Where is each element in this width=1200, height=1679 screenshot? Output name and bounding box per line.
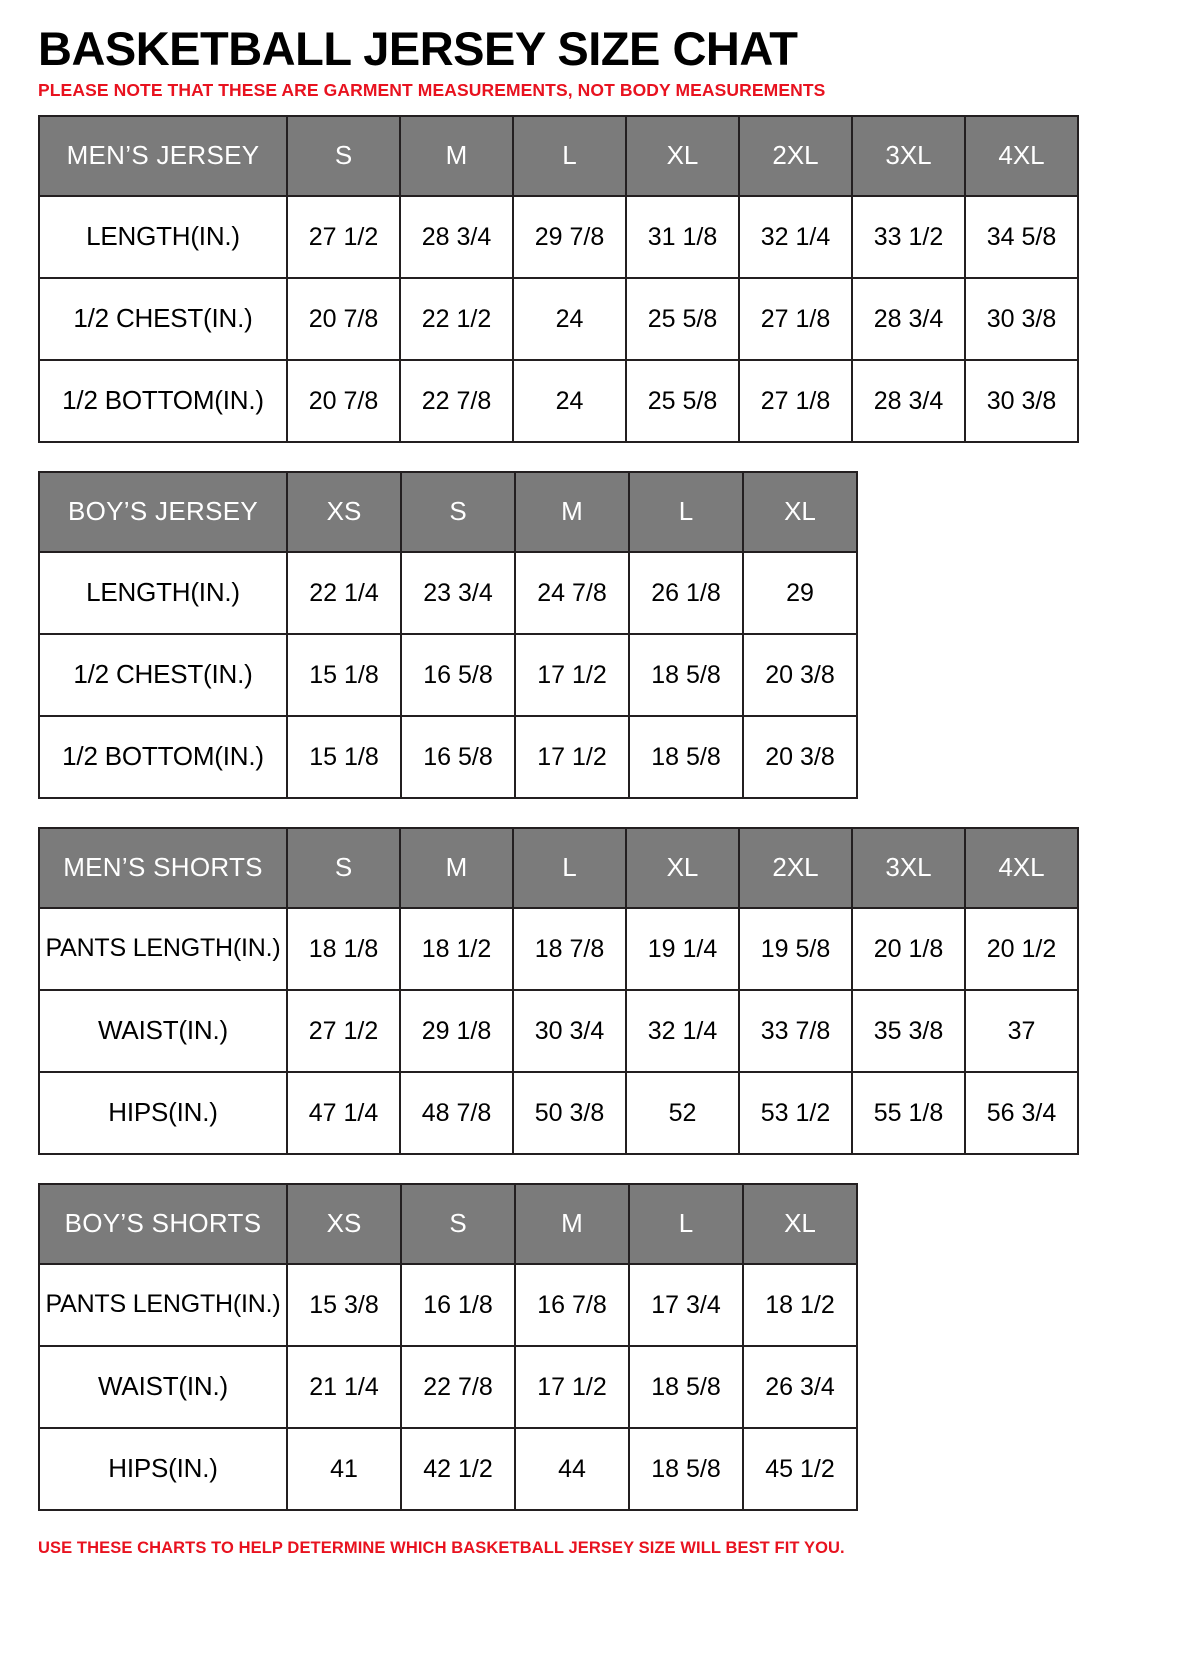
table-row — [39, 360, 1078, 442]
table-row — [39, 908, 1078, 990]
table-row — [39, 1346, 857, 1428]
size-header-cell: 4XL — [965, 828, 1078, 908]
table-row — [39, 1264, 857, 1346]
measurement-cell: 20 1/2 — [965, 908, 1078, 990]
size-header-cell: 2XL — [739, 116, 852, 196]
measurement-cell: 22 1/4 — [287, 552, 401, 634]
row-label: 1/2 BOTTOM(IN.) — [39, 360, 287, 442]
page-title: BASKETBALL JERSEY SIZE CHAT — [38, 22, 798, 75]
measurement-cell: 15 3/8 — [287, 1264, 401, 1346]
size-header-cell: M — [515, 472, 629, 552]
table-row — [39, 196, 1078, 278]
size-header-cell: 4XL — [965, 116, 1078, 196]
table-header-row — [39, 116, 1078, 196]
measurement-cell: 15 1/8 — [287, 634, 401, 716]
size-header-cell: L — [513, 116, 626, 196]
measurement-cell: 20 7/8 — [287, 360, 400, 442]
measurement-cell: 34 5/8 — [965, 196, 1078, 278]
measurement-cell: 33 7/8 — [739, 990, 852, 1072]
row-label: 1/2 CHEST(IN.) — [39, 278, 287, 360]
measurement-cell: 26 1/8 — [629, 552, 743, 634]
measurement-cell: 25 5/8 — [626, 360, 739, 442]
table-mens-shorts — [38, 827, 1079, 1155]
measurement-cell: 17 1/2 — [515, 634, 629, 716]
measurement-cell: 37 — [965, 990, 1078, 1072]
measurement-cell: 29 — [743, 552, 857, 634]
size-header-cell: XL — [743, 1184, 857, 1264]
measurement-cell: 25 5/8 — [626, 278, 739, 360]
measurement-cell: 23 3/4 — [401, 552, 515, 634]
table-title-cell: BOY’S JERSEY — [39, 472, 287, 552]
row-label: PANTS LENGTH(IN.) — [39, 908, 287, 990]
measurement-cell: 47 1/4 — [287, 1072, 400, 1154]
measurement-cell: 17 1/2 — [515, 1346, 629, 1428]
table-row — [39, 990, 1078, 1072]
size-header-cell: S — [287, 828, 400, 908]
measurement-cell: 55 1/8 — [852, 1072, 965, 1154]
measurement-cell: 44 — [515, 1428, 629, 1510]
table-row — [39, 634, 857, 716]
size-header-cell: XL — [626, 116, 739, 196]
size-header-cell: S — [401, 472, 515, 552]
measurement-cell: 18 1/2 — [743, 1264, 857, 1346]
table-row — [39, 716, 857, 798]
measurement-cell: 16 5/8 — [401, 716, 515, 798]
size-header-cell: S — [401, 1184, 515, 1264]
measurement-cell: 22 7/8 — [400, 360, 513, 442]
measurement-cell: 27 1/8 — [739, 360, 852, 442]
measurement-cell: 18 1/8 — [287, 908, 400, 990]
size-header-cell: L — [513, 828, 626, 908]
size-header-cell: 3XL — [852, 116, 965, 196]
measurement-cell: 27 1/8 — [739, 278, 852, 360]
measurement-cell: 16 1/8 — [401, 1264, 515, 1346]
size-tables-container — [30, 115, 1170, 1511]
size-header-cell: L — [629, 472, 743, 552]
size-header-cell: M — [400, 116, 513, 196]
size-header-cell: M — [515, 1184, 629, 1264]
measurement-cell: 33 1/2 — [852, 196, 965, 278]
measurement-cell: 18 1/2 — [400, 908, 513, 990]
table-header-row — [39, 472, 857, 552]
measurement-cell: 27 1/2 — [287, 196, 400, 278]
measurement-cell: 19 5/8 — [739, 908, 852, 990]
measurement-cell: 24 — [513, 278, 626, 360]
measurement-cell: 28 3/4 — [400, 196, 513, 278]
measurement-cell: 22 1/2 — [400, 278, 513, 360]
table-title-cell: BOY’S SHORTS — [39, 1184, 287, 1264]
size-header-cell: XS — [287, 1184, 401, 1264]
table-row — [39, 278, 1078, 360]
row-label: LENGTH(IN.) — [39, 552, 287, 634]
measurement-cell: 18 5/8 — [629, 1428, 743, 1510]
measurement-cell: 30 3/4 — [513, 990, 626, 1072]
footer-note: USE THESE CHARTS TO HELP DETERMINE WHICH BASKETBALL JERSEY SIZE WILL BEST FIT YOU. — [38, 1538, 845, 1557]
measurement-cell: 45 1/2 — [743, 1428, 857, 1510]
measurement-cell: 17 3/4 — [629, 1264, 743, 1346]
size-header-cell: XL — [626, 828, 739, 908]
measurement-cell: 18 5/8 — [629, 634, 743, 716]
measurement-cell: 30 3/8 — [965, 360, 1078, 442]
row-label: LENGTH(IN.) — [39, 196, 287, 278]
measurement-cell: 35 3/8 — [852, 990, 965, 1072]
measurement-cell: 50 3/8 — [513, 1072, 626, 1154]
size-header-cell: 3XL — [852, 828, 965, 908]
measurement-cell: 19 1/4 — [626, 908, 739, 990]
measurement-cell: 20 7/8 — [287, 278, 400, 360]
row-label: WAIST(IN.) — [39, 990, 287, 1072]
table-title-cell: MEN’S JERSEY — [39, 116, 287, 196]
measurement-cell: 18 5/8 — [629, 1346, 743, 1428]
measurement-cell: 24 — [513, 360, 626, 442]
measurement-cell: 28 3/4 — [852, 278, 965, 360]
size-header-cell: XL — [743, 472, 857, 552]
measurement-cell: 31 1/8 — [626, 196, 739, 278]
measurement-cell: 16 7/8 — [515, 1264, 629, 1346]
measurement-cell: 21 1/4 — [287, 1346, 401, 1428]
measurement-cell: 26 3/4 — [743, 1346, 857, 1428]
size-header-cell: M — [400, 828, 513, 908]
table-header-row — [39, 828, 1078, 908]
row-label: PANTS LENGTH(IN.) — [39, 1264, 287, 1346]
measurement-cell: 18 7/8 — [513, 908, 626, 990]
table-boys-jersey — [38, 471, 858, 799]
measurement-cell: 29 1/8 — [400, 990, 513, 1072]
measurement-cell: 42 1/2 — [401, 1428, 515, 1510]
measurement-cell: 17 1/2 — [515, 716, 629, 798]
measurement-cell: 53 1/2 — [739, 1072, 852, 1154]
table-header-row — [39, 1184, 857, 1264]
measurement-cell: 20 3/8 — [743, 716, 857, 798]
size-header-cell: 2XL — [739, 828, 852, 908]
table-row — [39, 552, 857, 634]
measurement-cell: 29 7/8 — [513, 196, 626, 278]
table-row — [39, 1072, 1078, 1154]
size-header-cell: S — [287, 116, 400, 196]
measurement-cell: 32 1/4 — [626, 990, 739, 1072]
measurement-cell: 20 1/8 — [852, 908, 965, 990]
row-label: HIPS(IN.) — [39, 1072, 287, 1154]
measurement-cell: 28 3/4 — [852, 360, 965, 442]
table-mens-jersey — [38, 115, 1079, 443]
table-boys-shorts — [38, 1183, 858, 1511]
measurement-cell: 32 1/4 — [739, 196, 852, 278]
measurement-cell: 48 7/8 — [400, 1072, 513, 1154]
measurement-note: PLEASE NOTE THAT THESE ARE GARMENT MEASUREMENTS, NOT BODY MEASUREMENTS — [38, 80, 826, 101]
measurement-cell: 15 1/8 — [287, 716, 401, 798]
row-label: HIPS(IN.) — [39, 1428, 287, 1510]
table-title-cell: MEN’S SHORTS — [39, 828, 287, 908]
size-header-cell: XS — [287, 472, 401, 552]
measurement-cell: 30 3/8 — [965, 278, 1078, 360]
measurement-cell: 41 — [287, 1428, 401, 1510]
row-label: 1/2 CHEST(IN.) — [39, 634, 287, 716]
measurement-cell: 56 3/4 — [965, 1072, 1078, 1154]
row-label: 1/2 BOTTOM(IN.) — [39, 716, 287, 798]
measurement-cell: 22 7/8 — [401, 1346, 515, 1428]
measurement-cell: 24 7/8 — [515, 552, 629, 634]
measurement-cell: 18 5/8 — [629, 716, 743, 798]
measurement-cell: 27 1/2 — [287, 990, 400, 1072]
measurement-cell: 52 — [626, 1072, 739, 1154]
row-label: WAIST(IN.) — [39, 1346, 287, 1428]
table-row — [39, 1428, 857, 1510]
measurement-cell: 16 5/8 — [401, 634, 515, 716]
measurement-cell: 20 3/8 — [743, 634, 857, 716]
size-header-cell: L — [629, 1184, 743, 1264]
